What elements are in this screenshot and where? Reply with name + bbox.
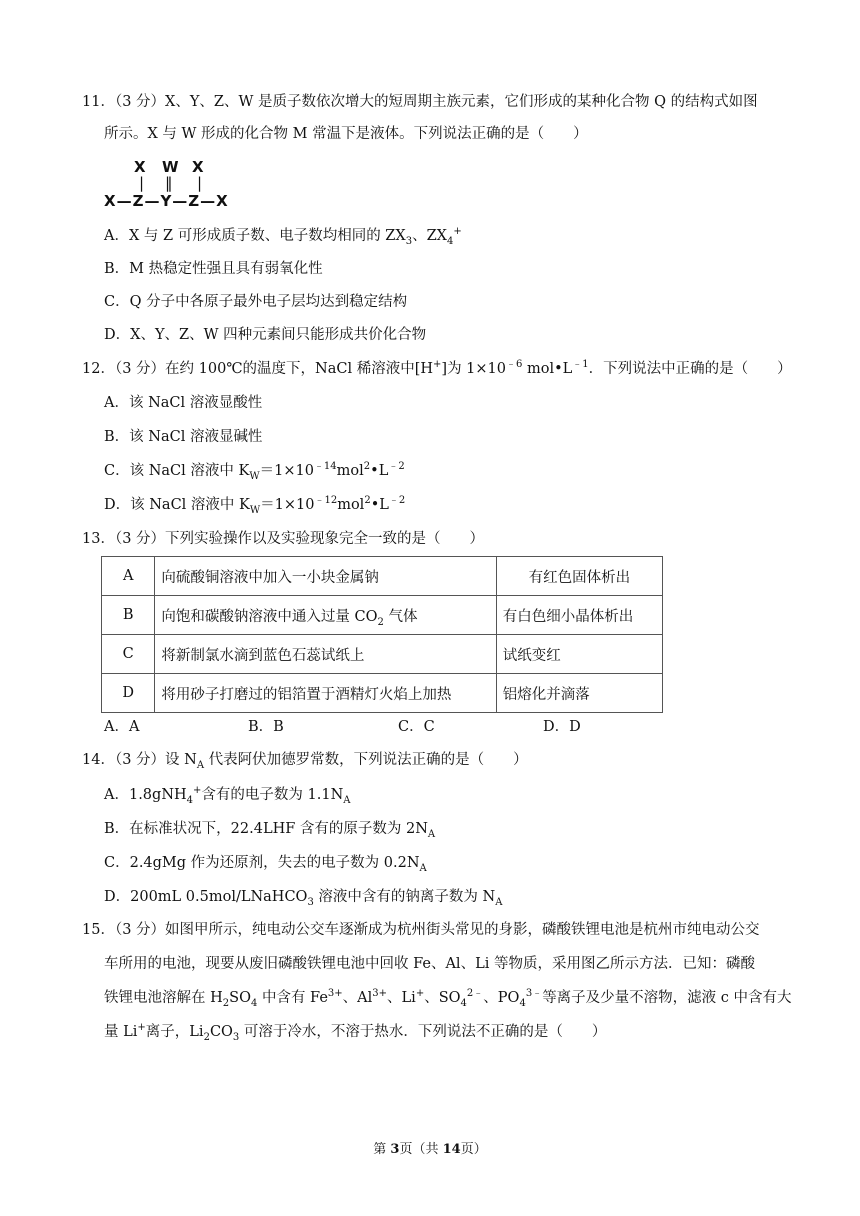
table-row	[102, 557, 663, 596]
q11-stem-line1: 11．（3 分）X、Y、Z、W 是质子数依次增大的短周期主族元素，它们形成的某种化合物 Q 的结构式如图	[82, 94, 758, 110]
q13-stem: 13．（3 分）下列实验操作以及实验现象完全一致的是（ ）	[82, 531, 485, 547]
q12-option-b[interactable]: B．该 NaCl 溶液显碱性	[104, 429, 263, 445]
row-key: C	[102, 635, 155, 674]
row-result: 铝熔化并滴落	[496, 674, 662, 713]
q14-option-a[interactable]: A．1.8gNH$_4$+含有的电子数为 $1.1N_A$	[104, 785, 351, 806]
struct-bond-single-2: |	[197, 174, 203, 192]
row-operation: 向硫酸铜溶液中加入一小块金属钠	[155, 557, 496, 596]
q15-stem-line3: 铁锂电池溶解在 $H_2SO_4$ 中含有 $Fe^{3+}$、$Al^{3+}$、Li+、$SO_4^{2﹣}$、$PO_4^{3﹣}$等离子及少量不溶物，滤液 c 中含有大	[104, 988, 792, 1009]
q12-stem: 12．（3 分）在约 100℃的温度下，NaCl 稀溶液中[H+]为 $1\times 10^{﹣6}$ $mol•L^{﹣1}$．下列说法中正确的是（ ）	[82, 359, 792, 377]
row-key: B	[102, 596, 155, 635]
row-result: 试纸变红	[496, 635, 662, 674]
row-key: D	[102, 674, 155, 713]
q11-option-d[interactable]: D．X、Y、Z、W 四种元素间只能形成共价化合物	[104, 327, 427, 343]
q14-option-c[interactable]: C．2.4gMg 作为还原剂，失去的电子数为 $0.2N_A$	[104, 855, 427, 874]
page-total: 14	[442, 1142, 461, 1157]
row-result: 有白色细小晶体析出	[496, 596, 662, 635]
table-row	[102, 635, 663, 674]
q11-option-b[interactable]: B．M 热稳定性强且具有弱氧化性	[104, 261, 323, 277]
struct-atom-x-top-1: X	[134, 158, 146, 176]
struct-bond-double: ‖	[165, 174, 173, 192]
struct-atom-w-top: W	[162, 158, 179, 176]
row-operation: 将用砂子打磨过的铝箔置于酒精灯火焰上加热	[155, 674, 496, 713]
q12-option-a[interactable]: A．该 NaCl 溶液显酸性	[104, 395, 263, 411]
q11-option-a[interactable]: A．X 与 Z 可形成质子数、电子数均相同的 $ZX_3$、$ZX_4^+$	[104, 226, 462, 247]
page-number: 3	[390, 1142, 400, 1157]
row-operation: 将新制氯水滴到蓝色石蕊试纸上	[155, 635, 496, 674]
q13-choice-d[interactable]: D．D	[543, 719, 581, 735]
row-result: 有红色固体析出	[496, 557, 662, 596]
row-key: A	[102, 557, 155, 596]
q11-structure-formula	[104, 160, 244, 210]
q14-option-d[interactable]: D．200mL 0.5mol/LNaHCO$_3$ 溶液中含有的钠离子数为 $N_A$	[104, 889, 503, 908]
q12-option-c[interactable]: C．该 NaCl 溶液中 $K_W=1\times 10^{﹣14}mol^2•L^{﹣2}$	[104, 461, 405, 482]
q11-option-c[interactable]: C．Q 分子中各原子最外电子层均达到稳定结构	[104, 294, 408, 310]
struct-atom-x-top-2: X	[192, 158, 204, 176]
q14-option-b[interactable]: B．在标准状况下，22.4LHF 含有的原子数为 $2N_A$	[104, 821, 436, 840]
struct-bond-single-1: |	[139, 174, 145, 192]
q12-option-d[interactable]: D．该 NaCl 溶液中 $K_W=1\times 10^{﹣12}mol^2•L^{﹣2}$	[104, 495, 406, 516]
page-footer: 第 3页（共 14页）	[373, 1142, 487, 1157]
q11-stem-line2: 所示。X 与 W 形成的化合物 M 常温下是液体。下列说法正确的是（ ）	[104, 126, 588, 142]
q13-choice-b[interactable]: B．B	[248, 719, 284, 735]
q15-stem-line2: 车所用的电池，现要从废旧磷酸铁锂电池中回收 Fe、Al、Li 等物质，采用图乙所示方法．已知：磷酸	[104, 956, 755, 972]
table-row	[102, 596, 663, 635]
q13-choice-a[interactable]: A．A	[104, 719, 140, 735]
q13-choice-c[interactable]: C．C	[398, 719, 435, 735]
struct-chain: X—Z—Y—Z—X	[104, 192, 229, 210]
q15-stem-line4: 量 Li+离子，$Li_2CO_3$ 可溶于冷水，不溶于热水．下列说法不正确的是（ ）	[104, 1022, 607, 1043]
table-row	[102, 674, 663, 713]
q14-stem: 14．（3 分）设 $N_A$ 代表阿伏加德罗常数，下列说法正确的是（ ）	[82, 752, 528, 771]
row-operation: 向饱和碳酸钠溶液中通入过量 $CO_2$ 气体	[155, 596, 496, 635]
q15-stem-line1: 15．（3 分）如图甲所示，纯电动公交车逐渐成为杭州街头常见的身影，磷酸铁锂电池是杭州市纯电动公交	[82, 922, 760, 938]
q13-experiment-table	[101, 556, 663, 713]
